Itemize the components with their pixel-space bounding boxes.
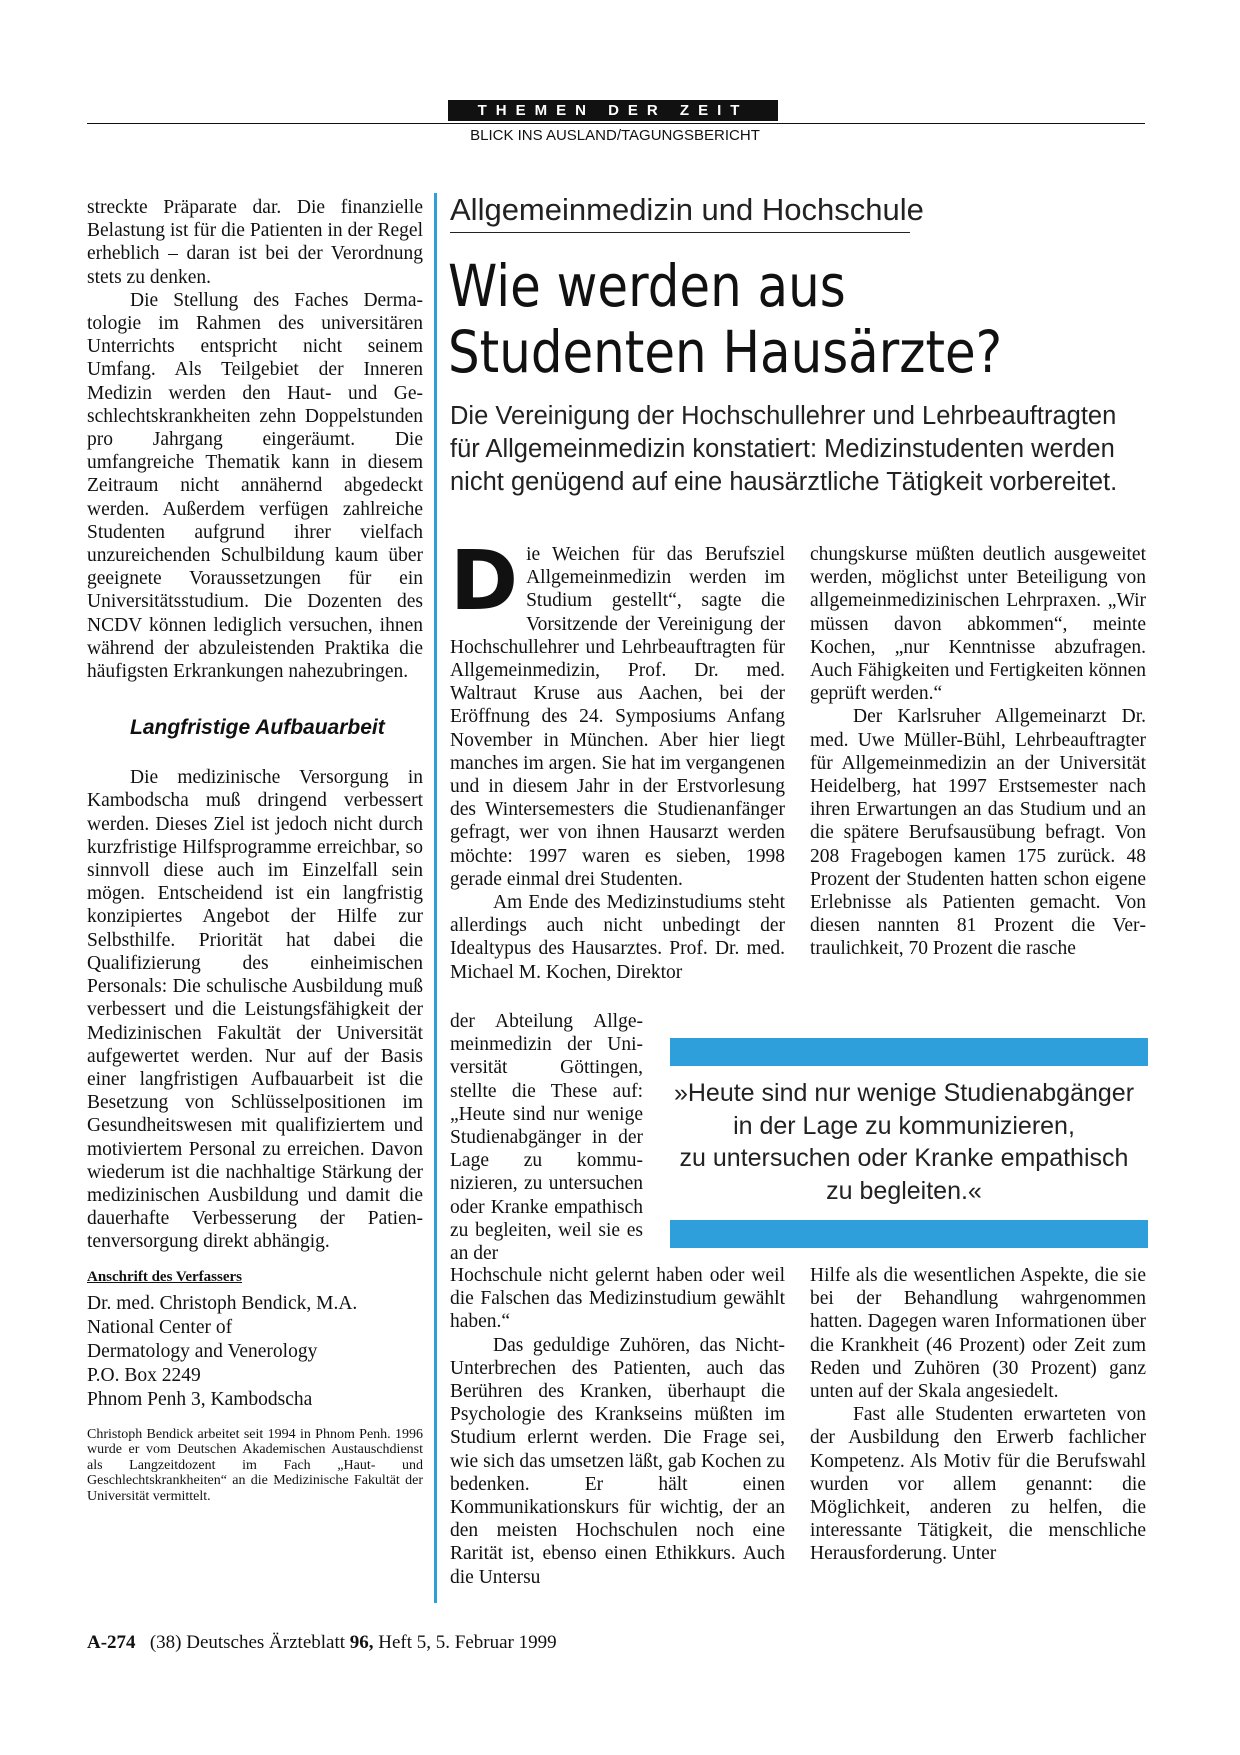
pullquote-band-top — [670, 1038, 1148, 1066]
paragraph: Das geduldige Zuhören, das Nicht-Unterbrechen des Patienten, auch das Berühren des Kranken, überhaupt die Psychologie des Krankseins müßten im Studium erlernt werden. Die Frage sei, wie sich das umsetzen läßt, gab Kochen zu bedenken. Er hält einen Kommunikationskurs für wichtig, der an den meisten Hochschulen noch eine Rarität ist, ebenso einen Ethikkurs. Auch die Untersu — [450, 1334, 785, 1588]
paragraph: Hilfe als die wesentlichen Aspekte, die sie bei der Behandlung wahrgenommen hatten. Dagegen waren Informationen über die Krankheit (46 Prozent) oder Zeit zum Reden und Zuhören (30 Prozent) ganz unten auf der Skala angesiedelt. — [810, 1265, 1146, 1403]
address-line: P.O. Box 2249 — [87, 1364, 201, 1386]
article-column-2-top — [450, 534, 785, 984]
paragraph: Der Karlsruher Allgemeinarzt Dr. med. Uwe Müller-Bühl, Lehrbeauftragter für Allgemeinmedizin an der Universität Heidelberg, hat 1997 Erstsemester nach ihren Erwartungen an das Studium und an die spätere Berufsausübung befragt. Von 208 Fragebogen kamen 175 zurück. 48 Prozent der Studenten hatten schon eigene Erlebnisse als Patienten gemacht. Von diesen nannten 81 Prozent die Vertraulichkeit, 70 Prozent die rasche — [810, 706, 1146, 960]
paragraph: streckte Präparate dar. Die finanzielle Belastung ist für die Patienten in der Regel erheblich – daran ist bei der Verordnung stets zu denken. — [87, 197, 423, 288]
paragraph: Hochschule nicht gelernt haben oder weil die Falschen das Medizinstudium gewählt haben.“ — [450, 1265, 785, 1333]
article-lead — [450, 400, 1150, 499]
address-line: National Center of — [87, 1316, 233, 1338]
lead-line: nicht genügend auf eine hausärztliche Tätigkeit vorbereitet. — [450, 468, 1118, 496]
paragraph: chungskurse müßten deutlich ausgeweitet werden, möglichst unter Beteiligung von allgemeinmedizinischen Lehrpraxen. „Wir müssen davon abkommen“, meinte Kochen, „nur Kenntnisse abzufragen. Auch Fähigkeiten und Fertigkeiten können geprüft werden.“ — [810, 544, 1146, 705]
paragraph: Die Stellung des Faches Dermatologie im Rahmen des universitären Unterrichts entspricht nicht seinem Umfang. Als Teilgebiet der Inneren Medizin werden den Haut- und Geschlechtskrankheiten zehn Doppelstunden pro Jahrgang eingeräumt. Die umfangreiche Thematik kann in diesem Zeitraum nicht annähernd abgedeckt werden. Außerdem verfügen zahlreiche Studenten aufgrund ihrer vielfach unzureichenden Schulbildung kaum über geeignete Voraussetzungen für ein Universitätsstudium. Die Dozenten des NCDV können lediglich versuchen, ihnen während der abzuleistenden Praktika die häufigsten Erkrankungen nahezubringen. — [87, 289, 423, 683]
footer-volume: 96, — [349, 1632, 374, 1653]
paragraph — [450, 534, 785, 891]
page-number: A-274 — [87, 1632, 136, 1653]
column-divider — [434, 193, 437, 1603]
subsection-label: BLICK INS AUSLAND/TAGUNGSBERICHT — [470, 127, 760, 144]
address-line: Dr. med. Christoph Bendick, M.A. — [87, 1292, 358, 1314]
article-title — [448, 253, 1050, 385]
lead-line: Die Vereinigung der Hochschullehrer und Lehrbeauftragten — [450, 402, 1117, 430]
footer-date: Heft 5, 5. Februar 1999 — [378, 1632, 557, 1653]
paragraph: Die medizinische Versorgung in Kambodscha muß dringend verbessert werden. Dieses Ziel ist jedoch nicht durch kurzfristige Hilfsprogramme erreichbar, so sinnvoll diese auch im Einzelfall sein mögen. Entscheidend ist ein langfristig konzipiertes Angebot der Hilfe zur Selbsthilfe. Priorität hat dabei die Qualifizierung des einheimischen Personals: Die schulische Ausbildung muß verbessert und die Leistungsfähigkeit der Medizinischen Fakultät der Universität aufgewertet werden. Nur auf der Basis einer langfristigen Aufbauarbeit ist die Besetzung von Schlüsselpositionen im Gesundheitswesen mit qualifiziertem und motiviertem Personal zu erreichen. Davon wiederum ist die nachhaltige Stärkung der medizinischen Ausbildung und damit die dauerhafte Verbesserung der Patientenversorgung direkt abhängig. — [87, 767, 423, 1253]
address-line: Dermatology and Venerology — [87, 1340, 318, 1362]
title-line: Wie werden aus — [448, 252, 846, 320]
pullquote-line: in der Lage zu kommunizieren, — [733, 1111, 1075, 1140]
drop-cap: D — [450, 534, 519, 629]
article-column-3-top — [810, 543, 1146, 961]
paragraph-text: ie Weichen für das Berufsziel Allgemeinmedizin werden im Studium gestellt“, sagte die Vorsitzende der Vereinigung der Hochschullehrer und Lehrbeauftragten für Allgemeinmedizin, Prof. Dr. med. Waltraut Kruse aus Aachen, bei der Eröffnung des 24. Symposiums Anfang November in München. Aber hier liegt manches im argen. Sie hat im vergangenen und in diesem Jahr in der Erstvorlesung des Wintersemesters die Studienanfänger gefragt, wer von ihnen Hausarzt werden möchte: 1997 waren es sieben, 1998 gerade einmal drei Studenten. — [450, 544, 785, 890]
title-line: Studenten Hausärzte? — [448, 318, 1003, 386]
paragraph: der Abteilung Allgemeinmedizin der Universität Göttingen, stellte die These auf: „Heute sind nur wenige Studienabgänger in der Lage zu kommunizieren, zu untersuchen oder Kranke empathisch zu begleiten, weil sie es an der — [450, 1011, 643, 1265]
header-rule — [87, 123, 1145, 124]
previous-article-column — [87, 196, 423, 1505]
lead-line: für Allgemeinmedizin konstatiert: Medizinstudenten werden — [450, 435, 1115, 463]
footer-issue: (38) Deutsches Ärzteblatt — [149, 1632, 346, 1653]
section-label: THEMEN DER ZEIT — [448, 100, 778, 121]
pullquote-line: zu begleiten.« — [826, 1176, 982, 1205]
pullquote-line: »Heute sind nur wenige Studienabgänger — [673, 1079, 1135, 1107]
article-column-2-narrow — [450, 1010, 643, 1265]
article-kicker: Allgemeinmedizin und Hochschule — [450, 190, 910, 233]
paragraph: Fast alle Studenten erwarteten von der Ausbildung den Erwerb fachlicher Kompetenz. Als Motiv für die Berufswahl wurden vor allem genannt: die Möglichkeit, anderen zu helfen, die interessante Tätigkeit, die menschliche Herausforderung. Unter — [810, 1404, 1146, 1565]
page-footer — [87, 1632, 787, 1654]
pullquote — [660, 1077, 1148, 1207]
address-heading: Anschrift des Verfassers — [87, 1268, 242, 1285]
subheading: Langfristige Aufbauarbeit — [130, 716, 385, 740]
author-bio: Christoph Bendick arbeitet seit 1994 in Phnom Penh. 1996 wurde er vom Deutschen Akademischen Austauschdienst als Langzeitdozent im Fach „Haut- und Geschlechtskrankheiten“ an die Medizinische Fakultät der Universität vermittelt. — [87, 1426, 423, 1504]
article-column-2-bottom — [450, 1264, 785, 1589]
pullquote-band-bottom — [670, 1220, 1148, 1248]
article-column-3-bottom — [810, 1264, 1146, 1566]
paragraph: Am Ende des Medizinstudiums steht allerdings auch nicht unbedingt der Idealtypus des Hausarztes. Prof. Dr. med. Michael M. Kochen, Direktor — [450, 892, 785, 983]
pullquote-line: zu untersuchen oder Kranke empathisch — [679, 1144, 1129, 1172]
address-line: Phnom Penh 3, Kambodscha — [87, 1388, 313, 1410]
